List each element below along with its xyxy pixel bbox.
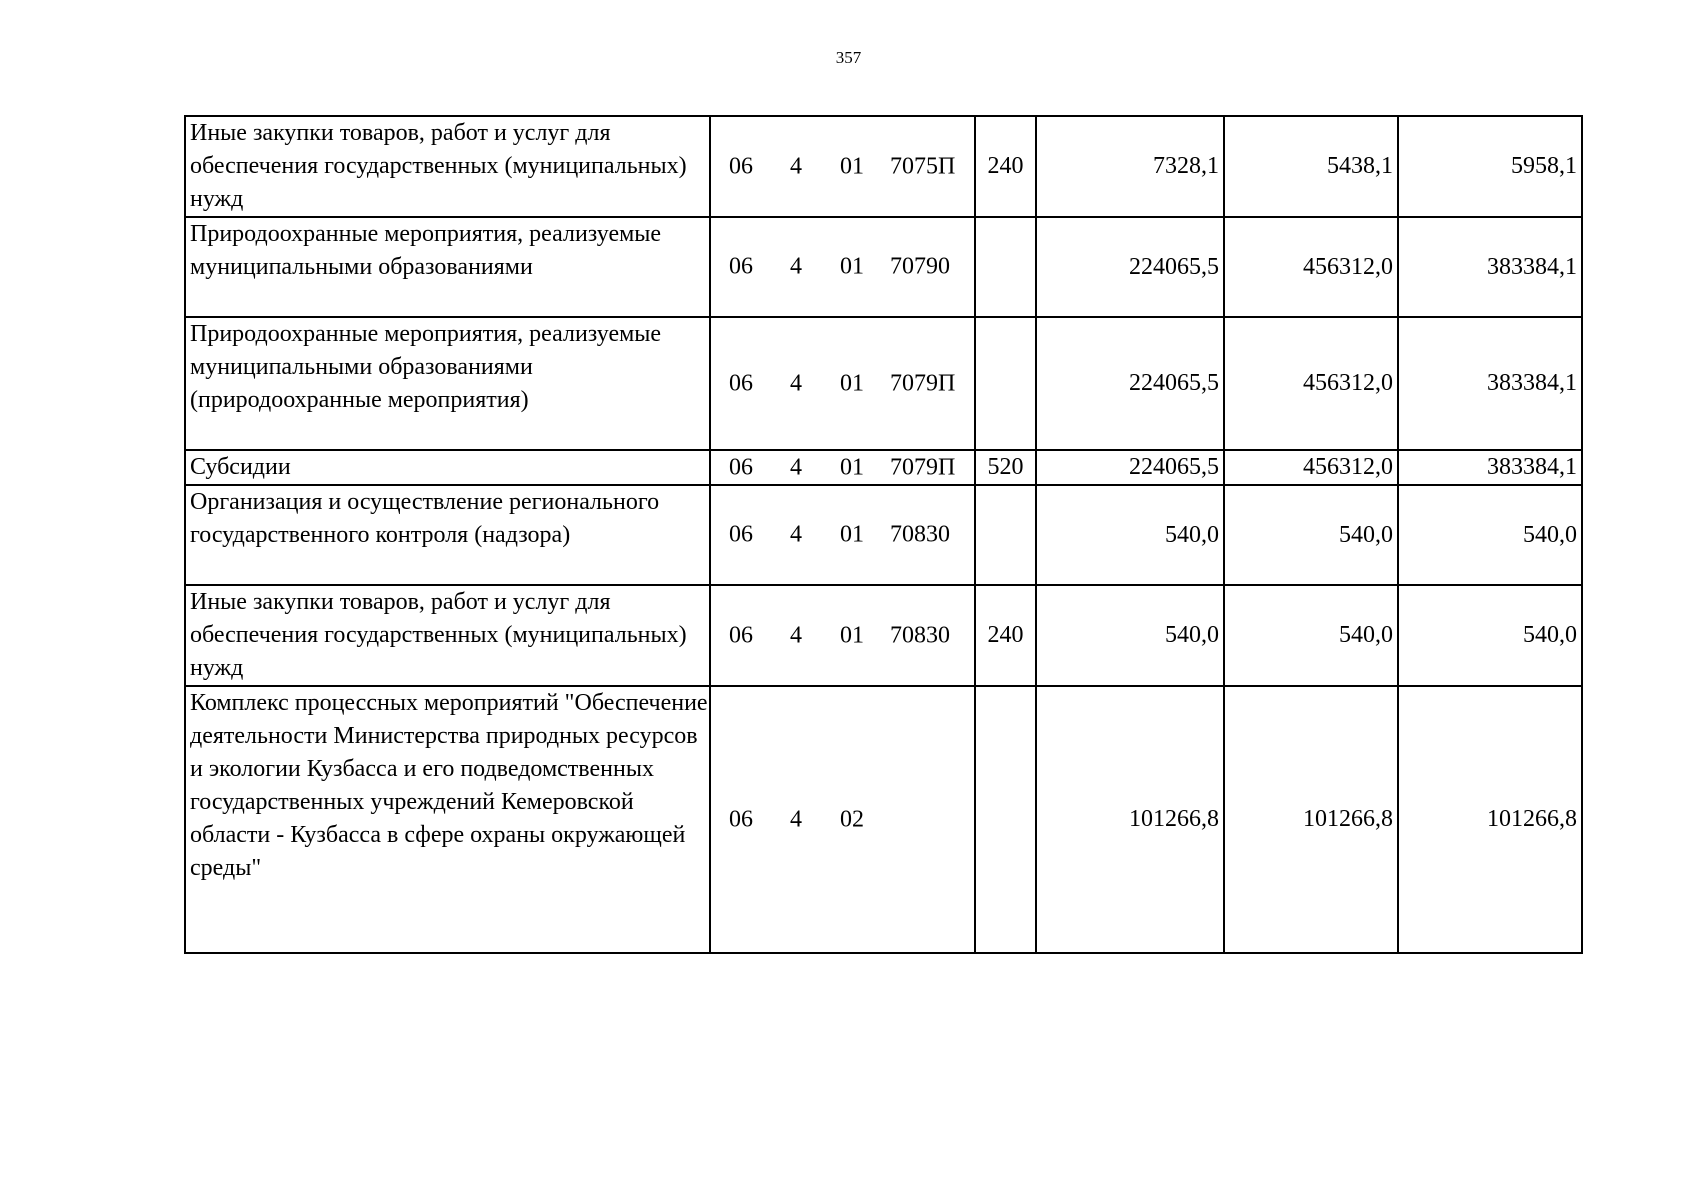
amount-year3: 101266,8 xyxy=(1398,686,1582,953)
row-description: Иные закупки товаров, работ и услуг для обеспечения государственных (муниципальных) нужд xyxy=(185,116,710,217)
amount-year3: 383384,1 xyxy=(1398,450,1582,485)
program-code: 4 xyxy=(790,806,802,832)
amount-year2: 101266,8 xyxy=(1224,686,1398,953)
amount-year3: 5958,1 xyxy=(1398,116,1582,217)
expense-type xyxy=(975,485,1036,585)
subprogram-code: 01 xyxy=(840,454,864,480)
amount-year1: 224065,5 xyxy=(1036,317,1224,450)
section-code: 06 xyxy=(729,521,753,548)
expense-type: 520 xyxy=(975,450,1036,485)
item-code: 7075П xyxy=(890,153,956,179)
expense-type xyxy=(975,686,1036,953)
section-code: 06 xyxy=(729,454,753,480)
subprogram-code: 02 xyxy=(840,806,864,832)
table-row xyxy=(185,317,1582,450)
row-description: Комплекс процессных мероприятий "Обеспечение деятельности Министерства природных ресурсов и экологии Кузбасса и его подведомственных государственных учреждений Кемеровской области - Кузбасса в сфере охраны окружающей среды" xyxy=(185,686,710,953)
page-number: 357 xyxy=(835,48,862,67)
row-codes xyxy=(710,116,975,217)
row-codes xyxy=(710,217,975,317)
amount-year1: 224065,5 xyxy=(1036,217,1224,317)
section-code: 06 xyxy=(729,806,753,832)
table-row xyxy=(185,116,1582,217)
amount-year2: 456312,0 xyxy=(1224,317,1398,450)
row-description: Иные закупки товаров, работ и услуг для обеспечения государственных (муниципальных) нужд xyxy=(185,585,710,686)
program-code: 4 xyxy=(790,153,802,179)
table-row xyxy=(185,485,1582,585)
subprogram-code: 01 xyxy=(840,622,864,648)
amount-year3: 383384,1 xyxy=(1398,317,1582,450)
amount-year3: 540,0 xyxy=(1398,485,1582,585)
program-code: 4 xyxy=(790,370,802,396)
row-description: Организация и осуществление регионального государственного контроля (надзора) xyxy=(185,485,710,585)
section-code: 06 xyxy=(729,253,753,280)
program-code: 4 xyxy=(790,521,802,548)
item-code: 70830 xyxy=(890,521,950,548)
row-description: Природоохранные мероприятия, реализуемые муниципальными образованиями (природоохранные мероприятия) xyxy=(185,317,710,450)
item-code: 7079П xyxy=(890,370,956,396)
amount-year1: 101266,8 xyxy=(1036,686,1224,953)
amount-year3: 383384,1 xyxy=(1398,217,1582,317)
row-codes xyxy=(710,585,975,686)
amount-year1: 224065,5 xyxy=(1036,450,1224,485)
row-codes xyxy=(710,317,975,450)
subprogram-code: 01 xyxy=(840,370,864,396)
table-row xyxy=(185,686,1582,953)
amount-year2: 540,0 xyxy=(1224,485,1398,585)
section-code: 06 xyxy=(729,370,753,396)
row-description: Природоохранные мероприятия, реализуемые муниципальными образованиями xyxy=(185,217,710,317)
expense-type: 240 xyxy=(975,116,1036,217)
amount-year1: 7328,1 xyxy=(1036,116,1224,217)
table-row xyxy=(185,217,1582,317)
section-code: 06 xyxy=(729,622,753,648)
program-code: 4 xyxy=(790,622,802,648)
subprogram-code: 01 xyxy=(840,253,864,280)
budget-table xyxy=(184,115,1583,954)
row-description: Субсидии xyxy=(185,450,710,485)
item-code: 70790 xyxy=(890,253,950,280)
table-row xyxy=(185,585,1582,686)
amount-year2: 456312,0 xyxy=(1224,450,1398,485)
item-code: 70830 xyxy=(890,622,950,648)
amount-year1: 540,0 xyxy=(1036,485,1224,585)
amount-year2: 456312,0 xyxy=(1224,217,1398,317)
amount-year3: 540,0 xyxy=(1398,585,1582,686)
row-codes xyxy=(710,485,975,585)
row-codes xyxy=(710,686,975,953)
amount-year2: 5438,1 xyxy=(1224,116,1398,217)
expense-type xyxy=(975,217,1036,317)
subprogram-code: 01 xyxy=(840,521,864,548)
subprogram-code: 01 xyxy=(840,153,864,179)
item-code: 7079П xyxy=(890,454,956,480)
program-code: 4 xyxy=(790,253,802,280)
row-codes xyxy=(710,450,975,485)
section-code: 06 xyxy=(729,153,753,179)
expense-type xyxy=(975,317,1036,450)
expense-type: 240 xyxy=(975,585,1036,686)
amount-year1: 540,0 xyxy=(1036,585,1224,686)
program-code: 4 xyxy=(790,454,802,480)
amount-year2: 540,0 xyxy=(1224,585,1398,686)
table-row xyxy=(185,450,1582,485)
